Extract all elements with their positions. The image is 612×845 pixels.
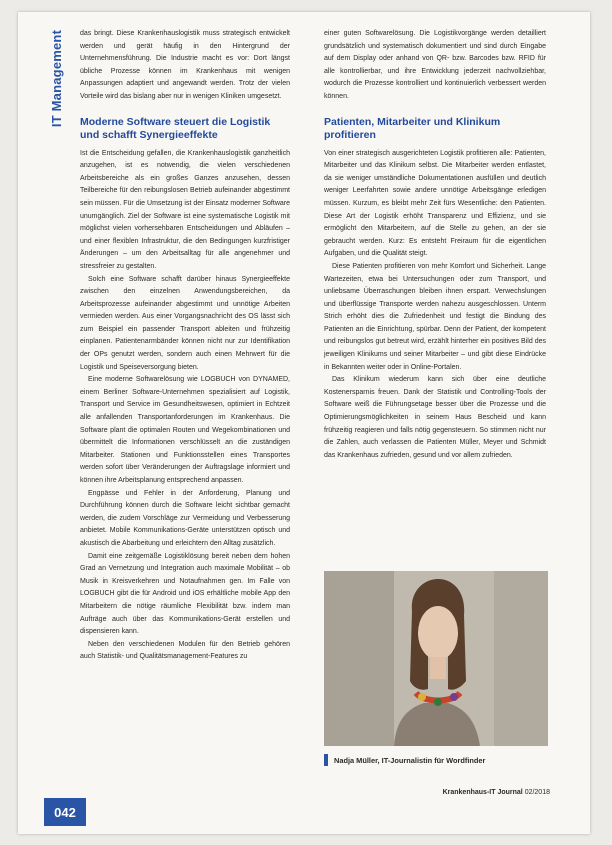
left-paragraph: Eine moderne Softwarelösung wie LOGBUCH von DYNAMED, einem Berliner Software-Unternehmen spezialisiert auf Logistik, Transport und Service im Gesundheitswesen, optimiert in Echtzeit alle anfallenden Transportanforderungen im Krankenhaus. Die Software plant die optimalen Routen und Wegekombinationen und übermittelt die Informationen verschlüsselt an die zuständigen Mitarbeiter. Stationen und Funktionsstellen eines Transportes werden sofort über Veränderungen der Auftragslage informiert und können ihre Arbeitsplanung entsprechend anpassen. bbox=[80, 376, 290, 484]
left-paragraph: Engpässe und Fehler in der Anforderung, Planung und Durchführung können durch die Software leicht sichtbar gemacht werden, die zudem Vorschläge zur Vermeidung und Verbesserung anbietet. Mobile Kommunikations-Geräte unterstützen optisch und akustisch die Abarbeitung und erleichtern den Alltag zusätzlich. bbox=[80, 489, 290, 547]
caption-accent-bar bbox=[324, 754, 328, 766]
journal-name: Krankenhaus-IT Journal bbox=[442, 789, 523, 796]
left-paragraph: Solch eine Software schafft darüber hinaus Synergieeffekte zwischen den einzelnen Anwendungsbereichen, da Arbeitsprozesse aufeinander abgestimmt und unnötige Arbeiten vermieden werden. Aus einer Vorgangsnachricht des OS lässt sich zum Beispiel ein passender Transport ableiten und frühzeitig einplanen. Patientenarmbänder können nicht nur zur Identifikation der OPs genutzt werden, sondern auch einen Mehrwert für die Logistik und Speiseversorgung bieten. bbox=[80, 275, 290, 371]
right-column bbox=[324, 28, 546, 462]
journal-issue: 02/2018 bbox=[524, 789, 550, 796]
left-paragraph: Damit eine zeitgemäße Logistiklösung bereit neben dem hohen Grad an Vernetzung und Integration auch maximale Mobilität – ob Musik in Kreisverkehren und Notaufnahmen gen. Im Falle von LOGBUCH gibt die für Android und iOS erhältliche mobile App den Mitarbeitern die nötige räumliche Flexibilität bzw. indem man Aufträge auch über das Kommunikations-Gerät erstellen und dispensieren kann. bbox=[80, 552, 290, 636]
right-heading: Patienten, Mitarbeiter und Klinikum profitieren bbox=[324, 115, 501, 141]
author-photo-image bbox=[324, 571, 548, 746]
right-paragraph: Diese Patienten profitieren von mehr Komfort und Sicherheit. Lange Wartezeiten, etwa bei Untersuchungen oder zum Transport, und unliebsame Überraschungen bleiben ihnen erspart. Verwechslungen und überflüssige Transporte werden nahezu ausgeschlossen. Unterm Strich erhöht dies die Zufriedenheit und festigt die Bindung des Patienten an die Einrichtung, spürbar. Denn der Patient, der kompetent und reibungslos gut betreut wird, erzählt hinterher ein positives Bild des jeweiligen Klinikums und seiner Mitarbeiter – und gibt diese Eindrücke in Bekannten weiter oder in Online-Portalen. bbox=[324, 262, 546, 371]
right-paragraph: Das Klinikum wiederum kann sich über eine deutliche Kostenersparnis freuen. Dank der Statistik und Controlling-Tools der Software weiß die Führungsetage besser über die Prozesse und die Optimierungsmöglichkeiten in seinem Haus Bescheid und kann frühzeitig reagieren und falls nötig gegensteuern. So stimmen nicht nur die Zahlen, auch verlassen die Patienten Müller, Meyer und Schmidt das Krankenhaus zufrieden, gesund und vor allem zufrieden. bbox=[324, 376, 546, 459]
left-paragraph: Ist die Entscheidung gefallen, die Krankenhauslogistik ganzheitlich anzugehen, ist es notwendig, die vielen verschiedenen Arbeitsbereiche als ein großes Ganzes anzusehen, dessen Teilbereiche für den reibungslosen Betrieb aufeinander abgestimmt sein müssen. Für die Umsetzung ist der Einsatz moderner Software unumgänglich. Ziel der Software ist eine systematische Logistik mit möglichst vielen vorhersehbaren Entscheidungen und Abläufen – und einer flexiblen Infrastruktur, die den Bedingungen kurzfristiger Änderungen – um den Arbeitsalltag für alle angenehmer und stressfreier zu gestalten. bbox=[80, 149, 290, 270]
left-column bbox=[80, 28, 290, 664]
right-intro: einer guten Softwarelösung. Die Logistikvorgänge werden detailliert grundsätzlich und systematisch dokumentiert und sind durch Eingabe auf dem Display oder anhand von QR- bzw. Barcodes bzw. RFID für alle kontrollierbar, und ihre Entwicklung jederzeit nachvollziehbar, wodurch die Prozesse kontrolliert und kontinuierlich verbessert werden können. bbox=[324, 30, 546, 100]
section-tag-label: IT Management bbox=[49, 29, 65, 127]
caption-text: Nadja Müller, IT-Journalistin für Wordfinder bbox=[334, 755, 486, 765]
photo-caption bbox=[324, 754, 548, 766]
right-paragraph: Von einer strategisch ausgerichteten Logistik profitieren alle: Patienten, Mitarbeiter und das Klinikum selbst. Die Mitarbeiter werden entlastet, da sie weniger umständliche Dokumentationen ausfüllen und deutlich weniger Leerfahrten sowie andere unnötige Arbeitsgänge erledigen müssen. Kurzum, es bleibt mehr Zeit fürs Wesentliche: den Patienten. Diese Art der Logistik erhöht Transparenz und Effizienz, und sie ermöglicht den Mitarbeitern, auf die Stelle zu gehen, an der sie gebraucht werden. Kurz: Es entsteht Freiraum für die eigentlichen Aufgaben, und die Qualität steigt. bbox=[324, 149, 546, 258]
left-heading: Moderne Software steuert die Logistik und schafft Synergieeffekte bbox=[80, 115, 271, 141]
section-tag bbox=[44, 22, 70, 134]
page-number: 042 bbox=[44, 798, 86, 826]
journal-footer bbox=[400, 789, 550, 796]
left-intro: das bringt. Diese Krankenhauslogistik muss strategisch entwickelt werden und gerät häufig in den Hintergrund der Unternehmensführung. Die Industrie macht es vor: Dort längst übliche Prozesse können im Krankenhaus mit wenigen Anpassungen adaptiert und angewandt werden. Trotz der vielen Vorteile wird das bislang aber nur in wenigen Kliniken umgesetzt. bbox=[80, 30, 290, 100]
author-photo bbox=[324, 571, 548, 746]
left-paragraph: Neben den verschiedenen Modulen für den Betrieb gehören auch Statistik- und Qualitätsmanagement-Features zu bbox=[80, 640, 290, 661]
